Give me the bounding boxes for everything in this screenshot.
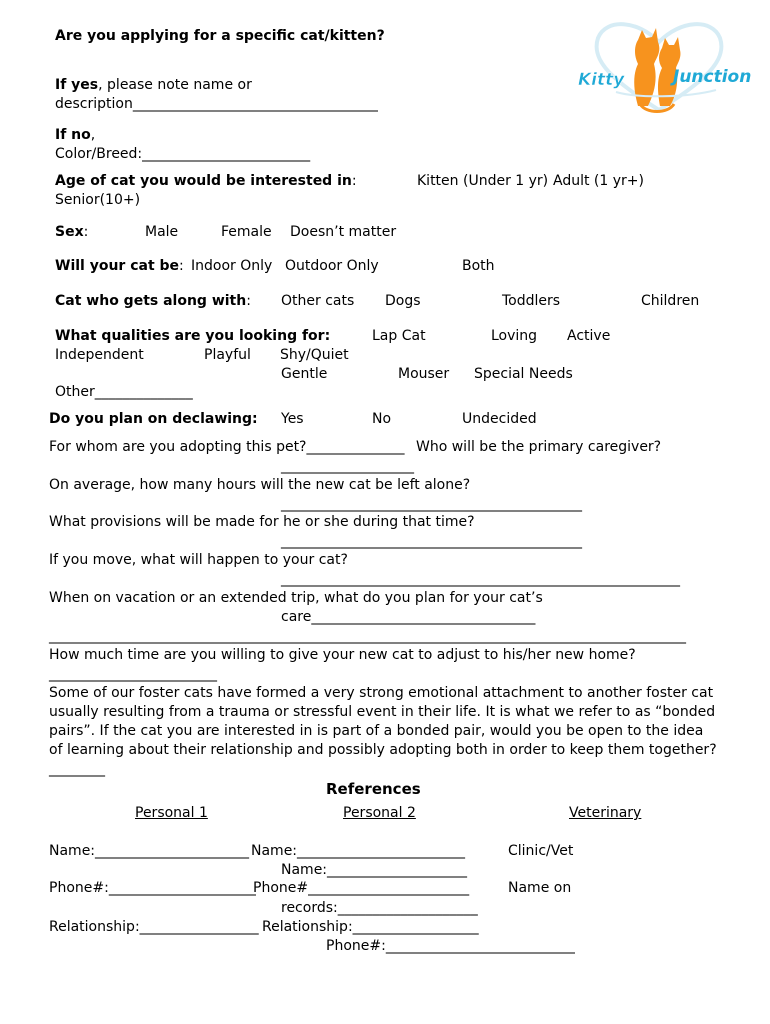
declaw-option-undecided[interactable]: Undecided xyxy=(462,411,537,427)
move-question: If you move, what will happen to your cat? xyxy=(49,552,348,568)
quality-shy-quiet[interactable]: Shy/Quiet xyxy=(280,347,349,363)
color-breed-field[interactable]: Color/Breed:________________________ xyxy=(55,146,311,162)
sex-option-male[interactable]: Male xyxy=(145,224,179,240)
question-specific-cat: Are you applying for a specific cat/kitten? xyxy=(55,28,385,44)
quality-loving[interactable]: Loving xyxy=(491,328,538,344)
personal1-relationship-field[interactable]: Relationship:_________________ xyxy=(49,919,259,935)
declaw-question: Do you plan on declawing: xyxy=(49,411,258,427)
vet-name-on-label: Name on xyxy=(508,880,572,896)
age-option-adult[interactable]: Adult (1 yr+) xyxy=(553,173,644,189)
quality-lap-cat[interactable]: Lap Cat xyxy=(372,328,426,344)
indoor-option-indoor[interactable]: Indoor Only xyxy=(191,258,273,274)
bonded-paragraph-line-1: Some of our foster cats have formed a very strong emotional attachment to another foster cat xyxy=(49,685,714,701)
cat-left-icon xyxy=(634,28,659,106)
logo-text-junction: Junction xyxy=(673,67,752,87)
caregiver-field[interactable]: ___________________ xyxy=(281,458,414,474)
quality-special-needs[interactable]: Special Needs xyxy=(474,366,573,382)
references-col-personal-2: Personal 2 xyxy=(343,805,416,821)
description-field[interactable]: description___________________________________ xyxy=(55,96,378,112)
if-yes-text: , please note name or xyxy=(98,77,252,93)
personal2-name-field[interactable]: Name:________________________ xyxy=(251,843,466,859)
personal1-name-field[interactable]: Name:______________________ xyxy=(49,843,250,859)
personal1-phone-field[interactable]: Phone#:_____________________ xyxy=(49,880,256,896)
declaw-option-yes[interactable]: Yes xyxy=(281,411,304,427)
bonded-paragraph-line-3: pairs”. If the cat you are interested in is part of a bonded pair, would you be open to the idea xyxy=(49,723,704,739)
age-option-senior[interactable]: Senior(10+) xyxy=(55,192,141,208)
references-col-personal-1: Personal 1 xyxy=(135,805,208,821)
caregiver-question: Who will be the primary caregiver? xyxy=(416,439,662,455)
sex-option-female[interactable]: Female xyxy=(221,224,272,240)
personal2-relationship-field[interactable]: Relationship:__________________ xyxy=(262,919,479,935)
age-option-kitten[interactable]: Kitten (Under 1 yr) xyxy=(417,173,549,189)
provisions-field[interactable]: ___________________________________________ xyxy=(281,533,582,549)
vet-records-field[interactable]: records:____________________ xyxy=(281,900,478,916)
bonded-paragraph-line-4: of learning about their relationship and possibly adopting both in order to keep them together? xyxy=(49,742,717,758)
quality-gentle[interactable]: Gentle xyxy=(281,366,328,382)
indoor-question: Will your cat be: xyxy=(55,258,184,274)
if-no-line: If no, xyxy=(55,127,96,143)
personal2-phone-field[interactable]: Phone#_______________________ xyxy=(253,880,470,896)
along-option-dogs[interactable]: Dogs xyxy=(385,293,421,309)
vacation-field[interactable]: care________________________________ xyxy=(281,609,536,625)
quality-active[interactable]: Active xyxy=(567,328,611,344)
if-no-label: If no xyxy=(55,127,91,143)
qualities-question: What qualities are you looking for: xyxy=(55,328,331,344)
bonded-paragraph-line-2: usually resulting from a trauma or stressful event in their life. It is what we refer to as “bonded xyxy=(49,704,716,720)
indoor-option-outdoor[interactable]: Outdoor Only xyxy=(285,258,379,274)
references-col-veterinary: Veterinary xyxy=(569,805,642,821)
move-field[interactable]: _________________________________________________________ xyxy=(281,571,680,587)
if-yes-line xyxy=(55,76,252,95)
logo-text-kitty: Kitty xyxy=(578,70,625,90)
sex-question: Sex: xyxy=(55,224,89,240)
sex-option-doesnt-matter[interactable]: Doesn’t matter xyxy=(290,224,397,240)
along-question: Cat who gets along with: xyxy=(55,293,251,309)
provisions-question: What provisions will be made for he or she during that time? xyxy=(49,514,475,530)
along-option-other-cats[interactable]: Other cats xyxy=(281,293,355,309)
age-question: Age of cat you would be interested in: xyxy=(55,173,357,189)
along-option-toddlers[interactable]: Toddlers xyxy=(502,293,561,309)
quality-independent[interactable]: Independent xyxy=(55,347,144,363)
bonded-answer-field[interactable]: ________ xyxy=(49,761,105,777)
for-whom-field[interactable]: For whom are you adopting this pet?______________ xyxy=(49,439,405,455)
vacation-field-continued[interactable]: ___________________________________________________________________________________________ xyxy=(49,628,686,644)
quality-playful[interactable]: Playful xyxy=(204,347,251,363)
references-title: References xyxy=(326,780,421,798)
quality-other-field[interactable]: Other______________ xyxy=(55,384,193,400)
vet-name-field[interactable]: Name:____________________ xyxy=(281,862,468,878)
adjust-field[interactable]: ________________________ xyxy=(49,666,217,682)
vet-clinic-label: Clinic/Vet xyxy=(508,843,574,859)
if-yes-label: If yes xyxy=(55,77,99,93)
hours-question: On average, how many hours will the new cat be left alone? xyxy=(49,477,471,493)
adjust-question: How much time are you willing to give your new cat to adjust to his/her new home? xyxy=(49,647,636,663)
hours-field[interactable]: ___________________________________________ xyxy=(281,496,582,512)
indoor-option-both[interactable]: Both xyxy=(462,258,495,274)
vet-phone-field[interactable]: Phone#:___________________________ xyxy=(326,938,575,954)
quality-mouser[interactable]: Mouser xyxy=(398,366,450,382)
kitty-junction-logo xyxy=(576,18,752,118)
vacation-question: When on vacation or an extended trip, what do you plan for your cat’s xyxy=(49,590,543,606)
declaw-option-no[interactable]: No xyxy=(372,411,392,427)
along-option-children[interactable]: Children xyxy=(641,293,700,309)
